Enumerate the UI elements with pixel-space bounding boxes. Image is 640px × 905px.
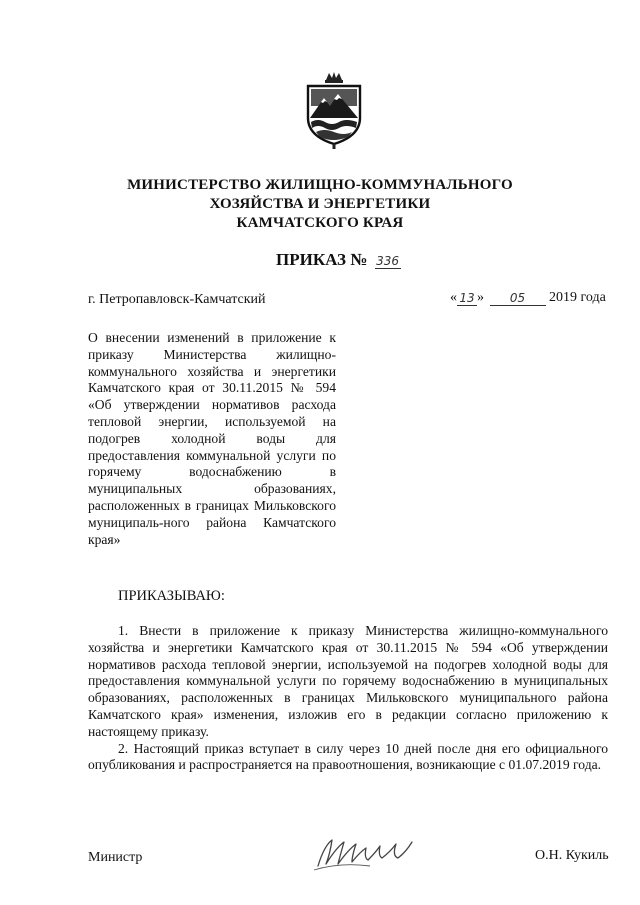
handwritten-signature	[310, 830, 420, 874]
date-month: 05	[490, 291, 546, 306]
order-number: 336	[376, 254, 400, 268]
date-close-quote: »	[477, 290, 484, 305]
date-year: 2019 года	[549, 290, 606, 305]
order-title-label: ПРИКАЗ №	[276, 250, 368, 269]
coat-of-arms-icon	[298, 70, 370, 150]
ministry-name-line-3: КАМЧАТСКОГО КРАЯ	[236, 215, 404, 231]
order-title	[276, 250, 401, 270]
ministry-name-line-2: ХОЗЯЙСТВА И ЭНЕРГЕТИКИ	[209, 196, 431, 212]
ministry-name	[0, 176, 640, 233]
order-date	[450, 290, 606, 306]
date-open-quote: «	[450, 290, 457, 305]
order-paragraph-1: 1. Внести в приложение к приказу Министерства жилищно-коммунального хозяйства и энергетики Камчатского края от 30.11.2015 № 594 «Об утверждении нормативов расхода тепловой энергии, используемой на подогрев холодной воды для предоставления коммунальной услуги по горячему водоснабжению в муниципальных образованиях, расположенных в границах Мильковского муниципального района Камчатского края» изменения, изложив его в редакции согласно приложению к настоящему приказу.	[88, 623, 608, 739]
order-directive-heading: ПРИКАЗЫВАЮ:	[118, 588, 225, 604]
ministry-name-line-1: МИНИСТЕРСТВО ЖИЛИЩНО-КОММУНАЛЬНОГО	[127, 177, 513, 193]
signatory-name: О.Н. Кукиль	[535, 848, 609, 863]
order-subject: О внесении изменений в приложение к приказу Министерства жилищно-коммунального хозяйства и энергетики Камчатского края от 30.11.2015 № 594 «Об утверждении нормативов расхода тепловой энергии, используемой на подогрев холодной воды для предоставления коммунальной услуги по горячему водоснабжению в муниципальных образованиях, расположенных в границах Мильковского муниципаль-ного района Камчатского края»	[88, 330, 336, 547]
city-label: г. Петропавловск-Камчатский	[88, 292, 266, 307]
date-day: 13	[457, 291, 477, 306]
signatory-title: Министр	[88, 850, 143, 865]
order-body	[88, 623, 608, 774]
order-paragraph-2: 2. Настоящий приказ вступает в силу через 10 дней после дня его официального опубликования и распространяется на правоотношения, возникающие с 01.07.2019 года.	[88, 740, 608, 773]
